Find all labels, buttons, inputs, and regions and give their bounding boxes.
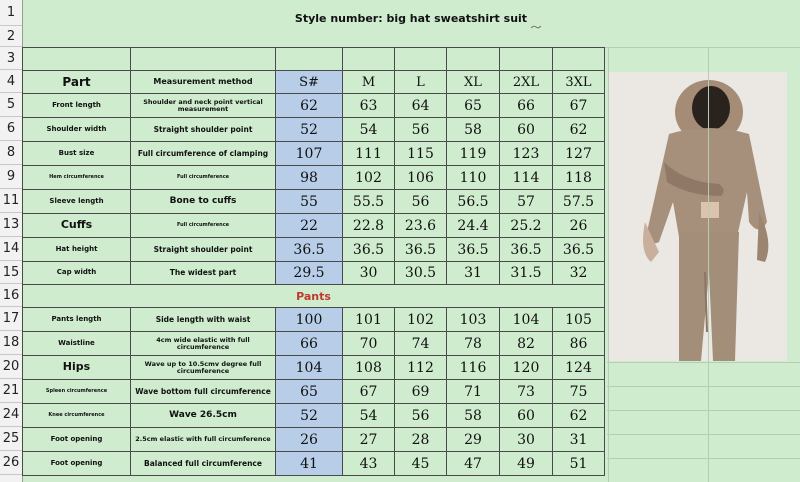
size-spec-table — [22, 47, 605, 476]
spec-row — [23, 94, 605, 118]
spec-row — [23, 214, 605, 238]
value-cell[interactable]: 45 — [395, 452, 447, 476]
value-cell[interactable]: 74 — [395, 332, 447, 356]
value-cell[interactable]: 111 — [343, 142, 395, 166]
value-cell[interactable]: 71 — [447, 380, 500, 404]
value-cell[interactable]: 104 — [276, 356, 343, 380]
title-row — [22, 0, 800, 48]
value-cell[interactable]: 56 — [395, 404, 447, 428]
value-cell[interactable]: 60 — [500, 118, 553, 142]
part-cell[interactable]: Hips — [23, 356, 131, 380]
value-cell[interactable]: 36.5 — [447, 238, 500, 262]
method-cell[interactable]: Straight shoulder point — [131, 118, 276, 142]
row-number[interactable]: 13 — [0, 213, 22, 237]
value-cell[interactable]: 65 — [447, 94, 500, 118]
row-number[interactable]: 24 — [0, 403, 22, 427]
value-cell[interactable]: 120 — [500, 356, 553, 380]
header-row — [23, 71, 605, 94]
spec-row — [23, 118, 605, 142]
value-cell[interactable]: 57.5 — [553, 190, 605, 214]
row-number[interactable]: 18 — [0, 331, 22, 355]
part-cell[interactable]: Shoulder width — [23, 118, 131, 142]
value-cell[interactable]: 31 — [553, 428, 605, 452]
value-cell[interactable]: 27 — [343, 428, 395, 452]
spec-row — [23, 428, 605, 452]
value-cell[interactable]: 55 — [276, 190, 343, 214]
empty-cell[interactable] — [553, 48, 605, 71]
value-cell[interactable]: 58 — [447, 404, 500, 428]
value-cell[interactable]: 57 — [500, 190, 553, 214]
row-number[interactable]: 3 — [0, 47, 22, 70]
spec-row — [23, 238, 605, 262]
spec-row — [23, 308, 605, 332]
spec-row — [23, 190, 605, 214]
method-cell[interactable]: Wave up to 10.5cmv degree full circumference — [131, 356, 276, 380]
header-part[interactable]: Part — [23, 71, 131, 94]
method-cell[interactable]: Balanced full circumference — [131, 452, 276, 476]
row-number[interactable]: 16 — [0, 284, 22, 307]
part-cell[interactable]: Cuffs — [23, 214, 131, 238]
value-cell[interactable]: 123 — [500, 142, 553, 166]
value-cell[interactable]: 29.5 — [276, 262, 343, 285]
value-cell[interactable]: 62 — [276, 94, 343, 118]
method-cell[interactable]: Shoulder and neck point vertical measurement — [131, 94, 276, 118]
value-cell[interactable]: 98 — [276, 166, 343, 190]
value-cell[interactable]: 32 — [553, 262, 605, 285]
value-cell[interactable]: 108 — [343, 356, 395, 380]
row-number[interactable]: 5 — [0, 93, 22, 117]
method-cell[interactable]: 2.5cm elastic with full circumference — [131, 428, 276, 452]
value-cell[interactable]: 31 — [447, 262, 500, 285]
value-cell[interactable]: 106 — [395, 166, 447, 190]
value-cell[interactable]: 58 — [447, 118, 500, 142]
value-cell[interactable]: 110 — [447, 166, 500, 190]
value-cell[interactable]: 60 — [500, 404, 553, 428]
empty-cell[interactable] — [447, 48, 500, 71]
value-cell[interactable]: 114 — [500, 166, 553, 190]
value-cell[interactable]: 102 — [343, 166, 395, 190]
value-cell[interactable]: 56 — [395, 190, 447, 214]
row-number[interactable]: 8 — [0, 141, 22, 165]
value-cell[interactable]: 64 — [395, 94, 447, 118]
row-number[interactable]: 21 — [0, 379, 22, 403]
row-number[interactable]: 26 — [0, 451, 22, 475]
value-cell[interactable]: 36.5 — [343, 238, 395, 262]
tilde-mark — [530, 24, 542, 30]
empty-cell[interactable] — [395, 48, 447, 71]
value-cell[interactable]: 30 — [500, 428, 553, 452]
value-cell[interactable]: 52 — [276, 118, 343, 142]
spreadsheet — [22, 0, 800, 482]
method-cell[interactable]: Full circumference of clamping — [131, 142, 276, 166]
value-cell[interactable]: 70 — [343, 332, 395, 356]
part-cell[interactable]: Knee circumference — [23, 404, 131, 428]
value-cell[interactable]: 73 — [500, 380, 553, 404]
value-cell[interactable]: 75 — [553, 380, 605, 404]
value-cell[interactable]: 100 — [276, 308, 343, 332]
header-size-3xl[interactable]: 3XL — [553, 71, 605, 94]
part-cell[interactable]: Waistline — [23, 332, 131, 356]
spec-row — [23, 332, 605, 356]
row-number[interactable]: 11 — [0, 189, 22, 213]
value-cell[interactable]: 69 — [395, 380, 447, 404]
value-cell[interactable]: 23.6 — [395, 214, 447, 238]
spec-row — [23, 404, 605, 428]
value-cell[interactable]: 101 — [343, 308, 395, 332]
value-cell[interactable]: 22.8 — [343, 214, 395, 238]
value-cell[interactable]: 66 — [276, 332, 343, 356]
value-cell[interactable]: 103 — [447, 308, 500, 332]
part-cell[interactable]: Front length — [23, 94, 131, 118]
value-cell[interactable]: 41 — [276, 452, 343, 476]
value-cell[interactable]: 105 — [553, 308, 605, 332]
header-size-l[interactable]: L — [395, 71, 447, 94]
row-number[interactable]: 2 — [0, 26, 22, 47]
row-number-gutter — [0, 0, 23, 482]
value-cell[interactable]: 66 — [500, 94, 553, 118]
empty-cell[interactable] — [23, 48, 131, 71]
value-cell[interactable]: 67 — [553, 94, 605, 118]
header-method[interactable]: Measurement method — [131, 71, 276, 94]
value-cell[interactable]: 28 — [395, 428, 447, 452]
value-cell[interactable]: 25.2 — [500, 214, 553, 238]
spec-row — [23, 166, 605, 190]
spec-row — [23, 356, 605, 380]
spec-row — [23, 380, 605, 404]
header-size-m[interactable]: M — [343, 71, 395, 94]
part-cell[interactable]: Cap width — [23, 262, 131, 285]
method-cell[interactable]: Straight shoulder point — [131, 238, 276, 262]
value-cell[interactable]: 78 — [447, 332, 500, 356]
row-number[interactable]: 9 — [0, 165, 22, 189]
value-cell[interactable]: 112 — [395, 356, 447, 380]
product-photo — [609, 72, 787, 361]
pants-section-row — [23, 285, 605, 308]
row-number[interactable]: 25 — [0, 427, 22, 451]
part-cell[interactable]: Spleen circumference — [23, 380, 131, 404]
value-cell[interactable]: 102 — [395, 308, 447, 332]
value-cell[interactable]: 30 — [343, 262, 395, 285]
value-cell[interactable]: 36.5 — [395, 238, 447, 262]
value-cell[interactable]: 56 — [395, 118, 447, 142]
value-cell[interactable]: 47 — [447, 452, 500, 476]
part-cell[interactable]: Foot opening — [23, 428, 131, 452]
value-cell[interactable]: 29 — [447, 428, 500, 452]
method-cell[interactable]: Full circumference — [131, 214, 276, 238]
method-cell[interactable]: Bone to cuffs — [131, 190, 276, 214]
value-cell[interactable]: 43 — [343, 452, 395, 476]
header-size-2xl[interactable]: 2XL — [500, 71, 553, 94]
value-cell[interactable]: 26 — [553, 214, 605, 238]
empty-cell[interactable] — [343, 48, 395, 71]
value-cell[interactable]: 55.5 — [343, 190, 395, 214]
value-cell[interactable]: 107 — [276, 142, 343, 166]
value-cell[interactable]: 30.5 — [395, 262, 447, 285]
value-cell[interactable]: 82 — [500, 332, 553, 356]
part-cell[interactable]: Bust size — [23, 142, 131, 166]
value-cell[interactable]: 127 — [553, 142, 605, 166]
row-number[interactable]: 14 — [0, 237, 22, 261]
row-number[interactable]: 6 — [0, 117, 22, 141]
part-cell[interactable]: Pants length — [23, 308, 131, 332]
method-cell[interactable]: The widest part — [131, 262, 276, 285]
part-cell[interactable]: Foot opening — [23, 452, 131, 476]
value-cell[interactable]: 119 — [447, 142, 500, 166]
method-cell[interactable]: Wave bottom full circumference — [131, 380, 276, 404]
value-cell[interactable]: 36.5 — [553, 238, 605, 262]
value-cell[interactable]: 56.5 — [447, 190, 500, 214]
value-cell[interactable]: 36.5 — [276, 238, 343, 262]
value-cell[interactable]: 54 — [343, 404, 395, 428]
part-cell[interactable]: Hem circumference — [23, 166, 131, 190]
value-cell[interactable]: 31.5 — [500, 262, 553, 285]
value-cell[interactable]: 62 — [553, 404, 605, 428]
value-cell[interactable]: 65 — [276, 380, 343, 404]
value-cell[interactable]: 51 — [553, 452, 605, 476]
value-cell[interactable]: 104 — [500, 308, 553, 332]
value-cell[interactable]: 36.5 — [500, 238, 553, 262]
method-cell[interactable]: Side length with waist — [131, 308, 276, 332]
empty-cell[interactable] — [500, 48, 553, 71]
empty-cell[interactable] — [276, 48, 343, 71]
row-number[interactable]: 20 — [0, 355, 22, 379]
empty-cell[interactable] — [131, 48, 276, 71]
value-cell[interactable]: 49 — [500, 452, 553, 476]
row-number[interactable]: 17 — [0, 307, 22, 331]
style-title: Style number: big hat sweatshirt suit — [294, 12, 528, 25]
pants-section-label[interactable]: Pants — [23, 285, 605, 308]
value-cell[interactable]: 116 — [447, 356, 500, 380]
blank-row — [23, 48, 605, 71]
spec-row — [23, 142, 605, 166]
row-number[interactable]: 4 — [0, 70, 22, 93]
value-cell[interactable]: 118 — [553, 166, 605, 190]
value-cell[interactable]: 26 — [276, 428, 343, 452]
spec-row — [23, 262, 605, 285]
header-size-s-hash[interactable]: S# — [276, 71, 343, 94]
value-cell[interactable]: 63 — [343, 94, 395, 118]
part-cell[interactable]: Hat height — [23, 238, 131, 262]
method-cell[interactable]: Full circumference — [131, 166, 276, 190]
value-cell[interactable]: 115 — [395, 142, 447, 166]
header-size-xl[interactable]: XL — [447, 71, 500, 94]
method-cell[interactable]: 4cm wide elastic with full circumference — [131, 332, 276, 356]
value-cell[interactable]: 54 — [343, 118, 395, 142]
method-cell[interactable]: Wave 26.5cm — [131, 404, 276, 428]
value-cell[interactable]: 24.4 — [447, 214, 500, 238]
value-cell[interactable]: 22 — [276, 214, 343, 238]
value-cell[interactable]: 124 — [553, 356, 605, 380]
part-cell[interactable]: Sleeve length — [23, 190, 131, 214]
value-cell[interactable]: 52 — [276, 404, 343, 428]
row-number[interactable]: 15 — [0, 261, 22, 284]
row-number[interactable]: 1 — [0, 0, 22, 26]
value-cell[interactable]: 62 — [553, 118, 605, 142]
value-cell[interactable]: 67 — [343, 380, 395, 404]
hoodie-model-image — [609, 72, 787, 361]
value-cell[interactable]: 86 — [553, 332, 605, 356]
spec-row — [23, 452, 605, 476]
